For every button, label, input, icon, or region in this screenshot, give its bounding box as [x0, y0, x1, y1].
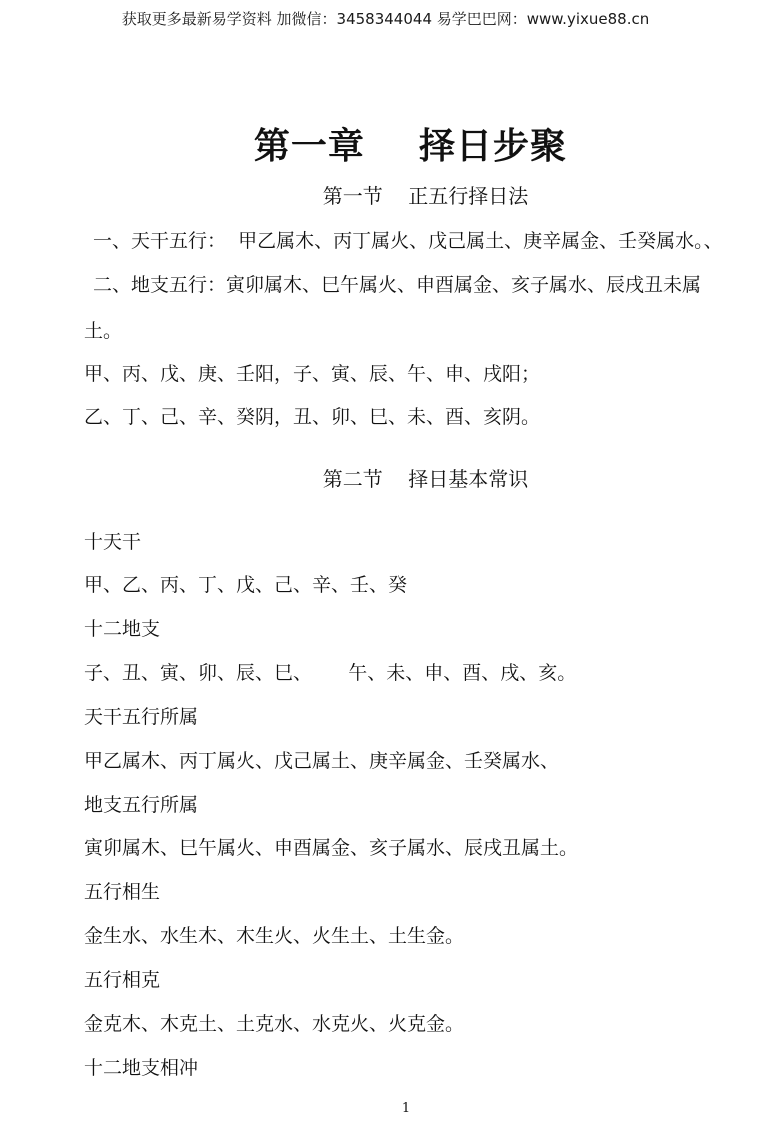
block-heading: 天干五行所属	[84, 706, 199, 728]
block-heading: 五行相生	[84, 881, 161, 903]
section1-line-2: 二、地支五行：寅卯属木、巳午属火、申酉属金、亥子属水、辰戌丑未属	[93, 274, 702, 296]
block-content: 子、丑、寅、卯、辰、巳、 午、未、申、酉、戌、亥。	[84, 662, 577, 684]
block-heading: 地支五行所属	[84, 794, 199, 816]
block-content: 寅卯属木、巳午属火、申酉属金、亥子属水、辰戌丑属土。	[84, 837, 579, 859]
block-heading: 十二地支	[84, 618, 161, 640]
section-title-1: 第一节 正五行择日法	[322, 184, 529, 208]
block-content: 金生水、水生木、木生火、火生土、土生金。	[84, 925, 465, 947]
section-title-2: 第二节 择日基本常识	[322, 467, 529, 491]
chapter-title: 第一章 择日步聚	[253, 125, 568, 167]
section1-line-4: 甲、丙、戊、庚、壬阳，子、寅、辰、午、申、戌阳；	[84, 363, 541, 385]
block-content: 金克木、木克土、土克水、水克火、火克金。	[84, 1013, 465, 1035]
block-heading: 五行相克	[84, 969, 161, 991]
block-content: 甲、乙、丙、丁、戊、己、辛、壬、癸	[84, 574, 408, 596]
header-note: 获取更多最新易学资料 加微信：3458344044 易学巴巴网：www.yixue88.cn	[121, 10, 650, 28]
block-heading: 十天干	[84, 531, 142, 553]
section1-line-5: 乙、丁、己、辛、癸阴，丑、卯、巳、未、酉、亥阴。	[84, 406, 541, 428]
block-heading: 十二地支相冲	[84, 1057, 199, 1079]
block-content: 甲乙属木、丙丁属火、戊己属土、庚辛属金、壬癸属水、	[84, 750, 560, 772]
section1-line-1: 一、天干五行： 甲乙属木、丙丁属火、戊己属土、庚辛属金、壬癸属水。、	[93, 230, 723, 252]
section1-line-3: 土。	[84, 320, 123, 342]
page-number: 1	[401, 1101, 411, 1116]
